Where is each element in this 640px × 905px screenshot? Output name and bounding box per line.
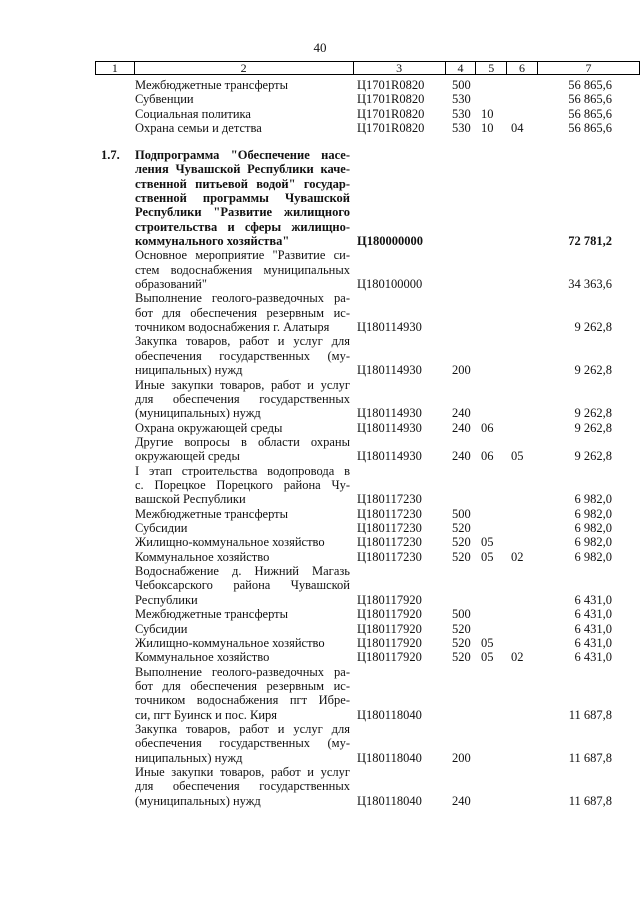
table-row-line [95, 521, 640, 535]
column-header-row [95, 61, 640, 75]
table-row-line [95, 277, 640, 291]
table-row-line [95, 334, 640, 348]
row-code: Ц180117230 [357, 535, 422, 550]
row-amount: 56 865,6 [568, 78, 612, 92]
row-name: ниципальных) нужд [135, 363, 243, 378]
row-section: 10 [481, 121, 494, 135]
table-row-line [95, 306, 640, 320]
row-section: 06 [481, 449, 494, 464]
row-amount: 6 431,0 [574, 592, 612, 607]
row-name: Другие вопросы в области охраны [135, 434, 350, 449]
row-name: (муниципальных) нужд [135, 406, 261, 421]
table-row-line [95, 507, 640, 521]
row-expense-type: 500 [452, 506, 471, 521]
table-row-line [95, 464, 640, 478]
header-col-2: 2 [134, 62, 353, 75]
table-row-line [95, 177, 640, 191]
table-row-line [95, 392, 640, 406]
row-name: Иные закупки товаров, работ и услуг [135, 765, 350, 779]
row-name: ственной питьевой водой" государ- [135, 176, 350, 191]
row-code: Ц180117920 [357, 650, 422, 665]
row-section: 05 [481, 650, 494, 665]
table-row-line [95, 665, 640, 679]
row-amount: 72 781,2 [568, 234, 612, 248]
row-amount: 9 262,8 [574, 449, 612, 464]
table-row-line [95, 248, 640, 262]
table-row-line [95, 607, 640, 621]
row-amount: 6 431,0 [574, 621, 612, 636]
table-row-line [95, 593, 640, 607]
row-expense-type: 520 [452, 635, 471, 650]
row-expense-type: 520 [452, 650, 471, 665]
row-expense-type: 530 [452, 106, 471, 121]
row-code: Ц180117230 [357, 492, 422, 507]
table-row-line [95, 550, 640, 564]
row-name: Закупка товаров, работ и услуг для [135, 721, 350, 736]
row-code: Ц180000000 [357, 234, 423, 248]
row-amount: 9 262,8 [574, 320, 612, 335]
table-row-line [95, 564, 640, 578]
row-amount: 34 363,6 [568, 277, 612, 291]
row-amount: 6 431,0 [574, 607, 612, 622]
row-code: Ц180100000 [357, 277, 423, 291]
row-name: Жилищно-коммунальное хозяйство [135, 635, 325, 650]
table-row-line [95, 650, 640, 664]
row-amount: 11 687,8 [568, 707, 612, 722]
row-name: ления Чувашской Республики каче- [135, 162, 350, 177]
row-subsection: 04 [511, 121, 524, 135]
row-name: для обеспечения государственных [135, 391, 350, 406]
row-expense-type: 530 [452, 92, 471, 107]
row-name: Охрана семьи и детства [135, 121, 262, 135]
page-number: 40 [313, 40, 327, 55]
row-code: Ц180114930 [357, 420, 422, 435]
row-expense-type: 520 [452, 521, 471, 535]
row-code: Ц180117230 [357, 521, 422, 535]
row-name: Межбюджетные трансферты [135, 78, 289, 92]
row-code: Ц180114930 [357, 320, 422, 335]
row-name: Жилищно-коммунальное хозяйство [135, 535, 325, 550]
row-expense-type: 200 [452, 363, 471, 378]
table-row-line [95, 421, 640, 435]
table-row-line [95, 78, 640, 92]
table-row-line [95, 535, 640, 549]
row-expense-type: 520 [452, 549, 471, 564]
row-name: Коммунальное хозяйство [135, 549, 270, 564]
table-row-line [95, 220, 640, 234]
row-name: Республики [135, 592, 198, 607]
row-name: Межбюджетные трансферты [135, 607, 289, 622]
table-row-line [95, 578, 640, 592]
row-expense-type: 240 [452, 406, 471, 421]
row-section: 05 [481, 635, 494, 650]
row-code: Ц1701R0820 [357, 78, 425, 92]
row-name: Закупка товаров, работ и услуг для [135, 334, 350, 349]
row-name: Иные закупки товаров, работ и услуг [135, 377, 350, 392]
table-row-line [95, 478, 640, 492]
row-code: Ц1701R0820 [357, 121, 425, 135]
row-name: для обеспечения государственных [135, 779, 350, 794]
header-col-4: 4 [445, 62, 476, 75]
row-name: си, пгт Буинск и пос. Киря [135, 707, 278, 722]
row-expense-type: 500 [452, 607, 471, 622]
row-code: Ц180118040 [357, 793, 422, 808]
table-row-line [95, 765, 640, 779]
table-row-line [95, 622, 640, 636]
row-amount: 6 982,0 [574, 521, 612, 535]
header-col-1: 1 [96, 62, 135, 75]
table-row-line [95, 191, 640, 205]
row-name: Социальная политика [135, 106, 251, 121]
row-name: Чебоксарского района Чувашской [135, 578, 350, 593]
row-code: Ц180117230 [357, 549, 422, 564]
row-code: Ц180114930 [357, 363, 422, 378]
row-amount: 6 982,0 [574, 492, 612, 507]
table-row-line [95, 92, 640, 106]
row-section: 05 [481, 535, 494, 550]
table-row-line [95, 205, 640, 219]
row-amount: 9 262,8 [574, 363, 612, 378]
row-amount: 6 982,0 [574, 535, 612, 550]
row-code: Ц180117920 [357, 607, 422, 622]
table-row-line [95, 378, 640, 392]
row-name: ниципальных) нужд [135, 750, 243, 765]
row-name: Коммунальное хозяйство [135, 650, 270, 665]
row-name: точником водоснабжения пгт Ибре- [135, 693, 350, 708]
row-code: Ц180114930 [357, 449, 422, 464]
header-col-3: 3 [353, 62, 445, 75]
header-col-7: 7 [537, 62, 639, 75]
table-row-line [95, 406, 640, 420]
row-expense-type: 520 [452, 621, 471, 636]
table-row-line [95, 107, 640, 121]
row-name: Подпрограмма "Обеспечение насе- [135, 147, 350, 162]
row-expense-type: 240 [452, 449, 471, 464]
row-expense-type: 530 [452, 121, 471, 135]
row-name: Субвенции [135, 92, 194, 107]
row-amount: 11 687,8 [568, 793, 612, 808]
table-row-line [95, 435, 640, 449]
row-amount: 9 262,8 [574, 406, 612, 421]
row-name: коммунального хозяйства" [135, 234, 290, 248]
row-name: Выполнение геолого-разведочных ра- [135, 664, 350, 679]
row-expense-type: 200 [452, 750, 471, 765]
row-name: образований" [135, 277, 207, 291]
row-code: Ц1701R0820 [357, 106, 425, 121]
row-amount: 56 865,6 [568, 92, 612, 107]
row-number: 1.7. [101, 147, 120, 162]
header-col-6: 6 [507, 62, 538, 75]
row-code: Ц180117920 [357, 635, 422, 650]
row-name: стем водоснабжения муниципальных [135, 262, 350, 277]
table-row-line [95, 349, 640, 363]
table-row-line [95, 779, 640, 793]
table-row-line [95, 162, 640, 176]
row-name: Водоснабжение д. Нижний Магазь [135, 564, 350, 579]
row-expense-type: 240 [452, 420, 471, 435]
row-name: Субсидии [135, 521, 188, 535]
table-row-line [95, 320, 640, 334]
row-section: 06 [481, 420, 494, 435]
row-amount: 9 262,8 [574, 420, 612, 435]
row-code: Ц180114930 [357, 406, 422, 421]
row-subsection: 02 [511, 549, 524, 564]
table-row-line [95, 736, 640, 750]
row-code: Ц180117920 [357, 592, 422, 607]
row-amount: 6 431,0 [574, 635, 612, 650]
row-name: Охрана окружающей среды [135, 420, 283, 435]
table-row-line [95, 363, 640, 377]
row-name: обеспечения государственных (му- [135, 736, 350, 751]
row-amount: 11 687,8 [568, 750, 612, 765]
table-row-line [95, 234, 640, 248]
row-name: бот для обеспечения резервным ис- [135, 678, 350, 693]
row-name: обеспечения государственных (му- [135, 348, 350, 363]
row-amount: 6 431,0 [574, 650, 612, 665]
row-name: ственной программы Чувашской [135, 190, 350, 205]
row-amount: 56 865,6 [568, 106, 612, 121]
row-expense-type: 500 [452, 78, 471, 92]
table-row-line [95, 263, 640, 277]
row-amount: 6 982,0 [574, 506, 612, 521]
table-row-line [95, 751, 640, 765]
row-section: 10 [481, 106, 494, 121]
table-row-line [95, 722, 640, 736]
row-code: Ц180117230 [357, 506, 422, 521]
row-name: бот для обеспечения резервным ис- [135, 305, 350, 320]
table-row-line [95, 636, 640, 650]
row-name: Основное мероприятие "Развитие си- [135, 248, 350, 263]
row-name: Субсидии [135, 621, 188, 636]
row-subsection: 05 [511, 449, 524, 464]
row-name: точником водоснабжения г. Алатыря [135, 320, 330, 335]
row-expense-type: 520 [452, 535, 471, 550]
row-name: Межбюджетные трансферты [135, 506, 289, 521]
table-row-line [95, 708, 640, 722]
row-amount: 6 982,0 [574, 549, 612, 564]
header-col-5: 5 [476, 62, 507, 75]
row-subsection: 02 [511, 650, 524, 665]
table-row-line [95, 291, 640, 305]
table-row-line [95, 693, 640, 707]
table-row-line [95, 148, 640, 162]
row-name: с. Порецкое Порецкого района Чу- [135, 478, 350, 492]
row-code: Ц1701R0820 [357, 92, 425, 107]
row-expense-type: 240 [452, 793, 471, 808]
row-name: Выполнение геолого-разведочных ра- [135, 291, 350, 306]
row-name: вашской Республики [135, 492, 246, 507]
table-row-line [95, 121, 640, 135]
row-code: Ц180117920 [357, 621, 422, 636]
row-name: строительства и сферы жилищно- [135, 219, 350, 234]
row-name: I этап строительства водопровода в [135, 463, 350, 478]
table-row-line [95, 679, 640, 693]
table-row-line [95, 794, 640, 808]
row-name: окружающей среды [135, 449, 240, 464]
table-row-line [95, 492, 640, 506]
row-section: 05 [481, 549, 494, 564]
table-row-line [95, 449, 640, 463]
row-code: Ц180118040 [357, 707, 422, 722]
row-name: (муниципальных) нужд [135, 793, 261, 808]
row-name: Республики "Развитие жилищного [135, 205, 350, 220]
row-code: Ц180118040 [357, 750, 422, 765]
row-amount: 56 865,6 [568, 121, 612, 135]
